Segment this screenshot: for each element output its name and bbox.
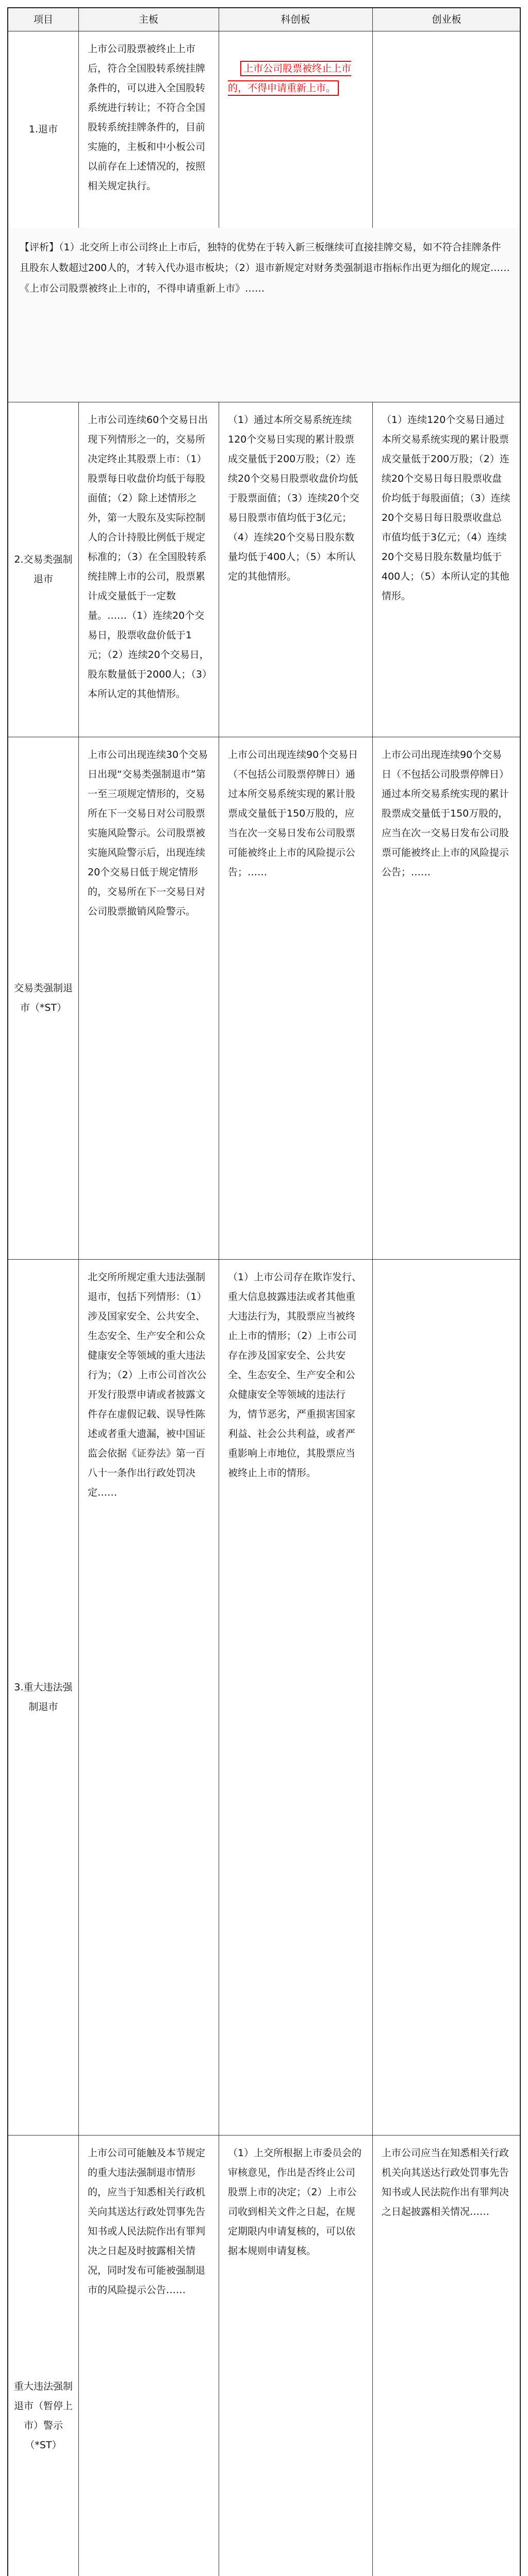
row-trading-delisting-chinext: （1）连续120个交易日通过本所交易系统实现的累计股票成交量低于200万股；（2）连续20个交易日每日股票收盘价均低于每股面值；（3）连续20个交易日每日股票收盘总市值均低于3亿元；（4）连续20个交易日股东数量均低于400人；（5）本所认定的其他情形。 — [382, 414, 510, 602]
header-star-market: 科创板 — [280, 14, 310, 25]
row-name-delisting: 1.退市 — [28, 124, 58, 135]
table-header — [8, 8, 520, 31]
comparison-table — [7, 7, 521, 2576]
row-delisting-main: 上市公司股票被终止上市后，符合全国股转系统挂牌条件的，可以进入全国股转系统进行转让；不符合全国股转系统挂牌条件的，目前实施的，主板和中小板公司以前存在上述情况的，按照相关规定执行。 — [88, 43, 206, 192]
comment-text-1: 【评析】（1）北交所上市公司终止上市后，独特的优势在于转入新三板继续可直接挂牌交易，如不符合挂牌条件且股东人数超过200人的，才转入代办退市板块；（2）退市新规定对财务类强制退市指标作出更为细化的规定……《上市公司股票被终止上市的，不得申请重新上市》…… — [20, 242, 510, 294]
comment-block-1 — [8, 228, 520, 402]
row-illegal-warning-star: （1）上交所根据上市委员会的审核意见，作出是否终止公司股票上市的决定；（2）上市公司收到相关文件之日起，在规定期限内申请复核的，可以依据本规则申请复核。 — [228, 2147, 362, 2257]
delisting-star-highlight: 上市公司股票被终止上市的，不得申请重新上市。 — [228, 61, 351, 96]
row-name-trading-delisting: 2.交易类强制退市 — [14, 554, 73, 585]
row-trading-delisting-main: 上市公司连续60个交易日出现下列情形之一的，交易所决定终止其股票上市：（1）股票每日收盘价均低于每股面值；（2）除上述情形之外，第一大股东及实际控制人的合计持股比例低于规定标准的；（3）在全国股转系统挂牌上市的公司，股票累计成交量低于一定数量。……（1）连续20个交易日，股票收盘价低于1元；（2）连续20个交易日，股东数量低于2000人；（3）本所认定的其他情形。 — [88, 414, 209, 700]
row-name-trading-st: 交易类强制退市（*ST） — [13, 982, 73, 1013]
row-illegal-delisting-chinext — [372, 1259, 521, 2135]
row-trading-st-main: 上市公司出现连续30个交易日出现“交易类强制退市”第一至三项规定情形的，交易所在下一交易日对公司股票实施风险警示。公司股票被实施风险警示后，出现连续20个交易日低于规定情形的，交易所在下一交易日对公司股票撤销风险警示。 — [88, 749, 208, 917]
row-trading-st-chinext: 上市公司出现连续90个交易日（不包括公司股票停牌日）通过本所交易系统实现的累计股票成交量低于150万股的，应当在次一交易日发布公司股票可能被终止上市的风险提示公告；…… — [382, 749, 509, 878]
header-main-board: 主板 — [138, 14, 158, 25]
row-name-illegal-delisting: 3.重大违法强制退市 — [14, 1682, 73, 1713]
row-delisting-chinext — [372, 31, 521, 228]
header-chinext: 创业板 — [432, 14, 461, 25]
row-trading-delisting-star: （1）通过本所交易系统连续120个交易日实现的累计股票成交量低于200万股；（2）连续20个交易日股票收盘价均低于股票面值；（3）连续20个交易日股票市值均低于3亿元；（4）连续20个交易日股东数量均低于400人；（5）本所认定的其他情形。 — [228, 414, 359, 582]
row-illegal-warning-main: 上市公司可能触及本节规定的重大违法强制退市情形的，应当于知悉相关行政机关向其送达行政处罚事先告知书或人民法院作出有罪判决之日起及时披露相关情况，同时发布可能被强制退市的风险提示公告…… — [88, 2147, 206, 2296]
header-project: 项目 — [33, 14, 53, 25]
row-illegal-delisting-star: （1）上市公司存在欺诈发行、重大信息披露违法或者其他重大违法行为，其股票应当被终止上市的情形；（2）上市公司存在涉及国家安全、公共安全、生态安全、生产安全和公众健康安全等领域的违法行为，情节恶劣，严重损害国家利益、社会公共利益，或者严重影响上市地位，其股票应当被终止上市的情形。 — [228, 1272, 362, 1479]
row-illegal-warning-chinext: 上市公司应当在知悉相关行政机关向其送达行政处罚事先告知书或人民法院作出有罪判决之日起披露相关情况…… — [382, 2147, 509, 2217]
row-illegal-delisting-main: 北交所所规定重大违法强制退市，包括下列情形：（1）涉及国家安全、公共安全、生态安全、生产安全和公众健康安全等领域的重大违法行为；（2）上市公司首次公开发行股票申请或者披露文件存在虚假记载、误导性陈述或者重大遗漏，被中国证监会依据《证券法》第一百八十一条作出行政处罚决定…… — [88, 1272, 207, 1498]
row-name-illegal-warning: 重大违法强制退市（暂停上市）警示（*ST） — [13, 2381, 73, 2451]
row-trading-st-star: 上市公司出现连续90个交易日（不包括公司股票停牌日）通过本所交易系统实现的累计股票成交量低于150万股的，应当在次一交易日发布公司股票可能被终止上市的风险提示公告；…… — [228, 749, 358, 878]
row-delisting-star — [219, 31, 372, 228]
